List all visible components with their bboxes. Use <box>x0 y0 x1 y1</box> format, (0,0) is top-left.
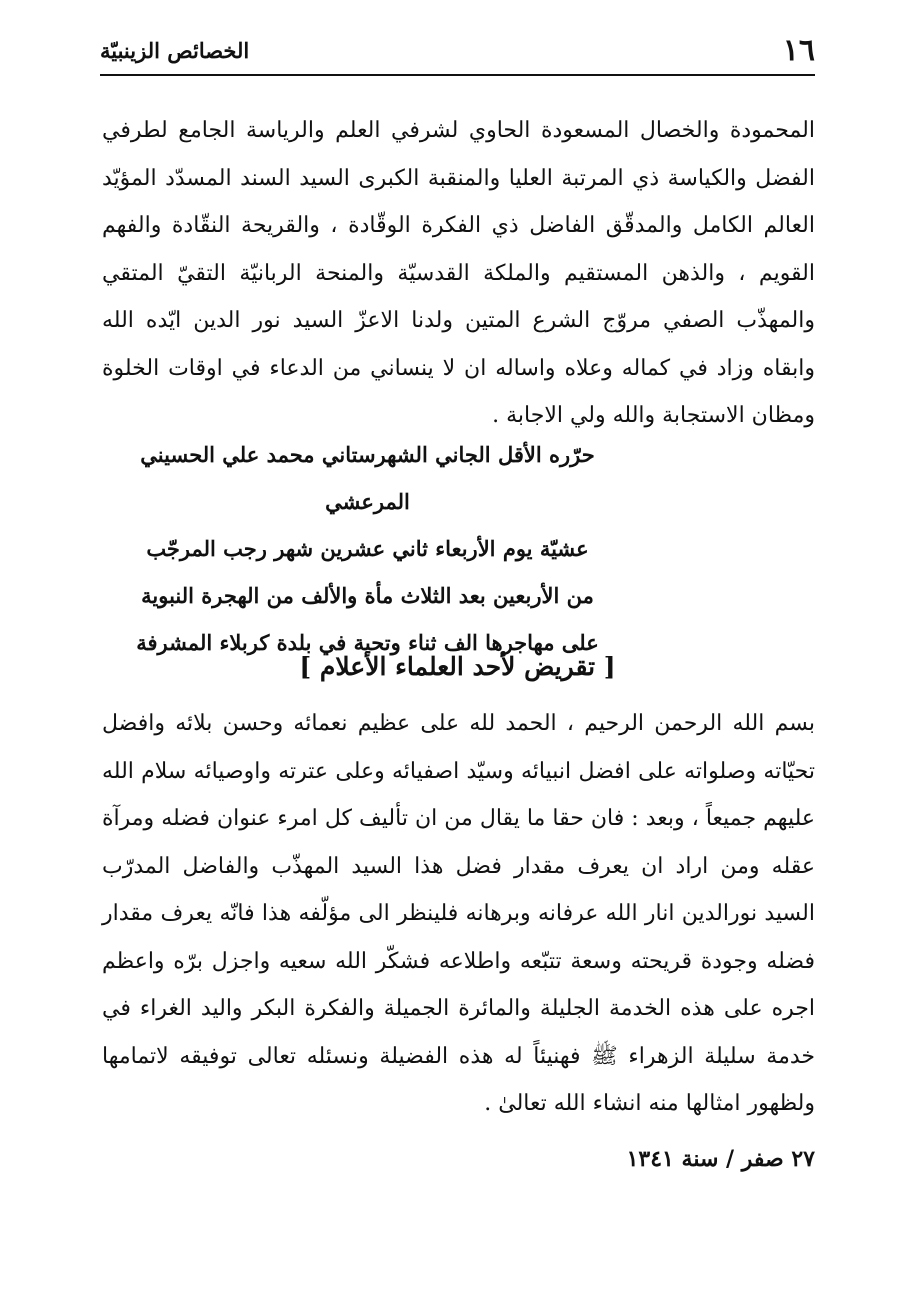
signature-line: حرّره الأقل الجاني الشهرستاني محمد علي الحسيني المرعشي <box>140 442 595 514</box>
signature-line: على مهاجرها الف ثناء وتحية في بلدة كربلاء المشرفة <box>136 630 599 655</box>
signature-block <box>100 431 635 666</box>
signature-line: عشيّة يوم الأربعاء ثاني عشرين شهر رجب المرجّب <box>146 536 589 561</box>
signature-line: من الأربعين بعد الثلاث مأة والألف من الهجرة النبوية <box>141 583 594 608</box>
page-header <box>100 28 815 72</box>
body-paragraph-1: المحمودة والخصال المسعودة الحاوي لشرفي العلم والرياسة الجامع لطرفي الفضل والكياسة ذي المرتبة العليا والمنقبة الكبرى السيد السند المسدّد المؤيّد العالم الكامل والمدقّق الفاضل ذي الفكرة الوقّادة ، والقريحة النقّادة والفهم القويم ، والذهن المستقيم والملكة القدسيّة والمنحة الربانيّة التقيّ المتقي والمهذّب الصفي مروّج الشرع المتين ولدنا الاعزّ السيد نور الدين ايّده الله وابقاه وزاد في كماله وعلاه واساله ان لا ينساني من الدعاء في اوقات الخلوة ومظان الاستجابة والله ولي الاجابة . <box>102 118 815 428</box>
date-line: ٢٧ صفر / سنة ١٣٤١ <box>626 1146 815 1172</box>
section-heading: [ تقريض لأحد العلماء الأعلام ] <box>299 652 616 681</box>
body-paragraph-2: بسم الله الرحمن الرحيم ، الحمد لله على عظيم نعمائه وحسن بلائه وافضل تحيّاته وصلواته على افضل انبيائه وسيّد اصفيائه وعلى عترته واوصيائه سلام الله عليهم جميعاً ، وبعد : فان حقا ما يقال من ان تأليف كل امرء عنوان فضله ومرآة عقله ومن اراد ان يعرف مقدار فضل هذا السيد المهذّب والفاضل المدرّب السيد نورالدين انار الله عرفانه وبرهانه فلينظر الى مؤلّفه هذا فانّه يعرف مقدار فضله وجودة قريحته وسعة تتبّعه واطلاعه فشكّر الله سعيه واجزل برّه واعظم اجره على هذه الخدمة الجليلة والمائرة الجميلة والفكرة البكر واليد الغراء في خدمة سليلة الزهراء ﷺ فهنيئاً له هذه الفضيلة ونسئله تعالى توفيقه لاتمامها ولظهور امثالها منه انشاء الله تعالىٰ . <box>102 711 815 1116</box>
running-title: الخصائص الزينبيّة <box>100 37 250 63</box>
header-rule <box>100 74 815 76</box>
page-number: ١٦ <box>782 32 815 68</box>
